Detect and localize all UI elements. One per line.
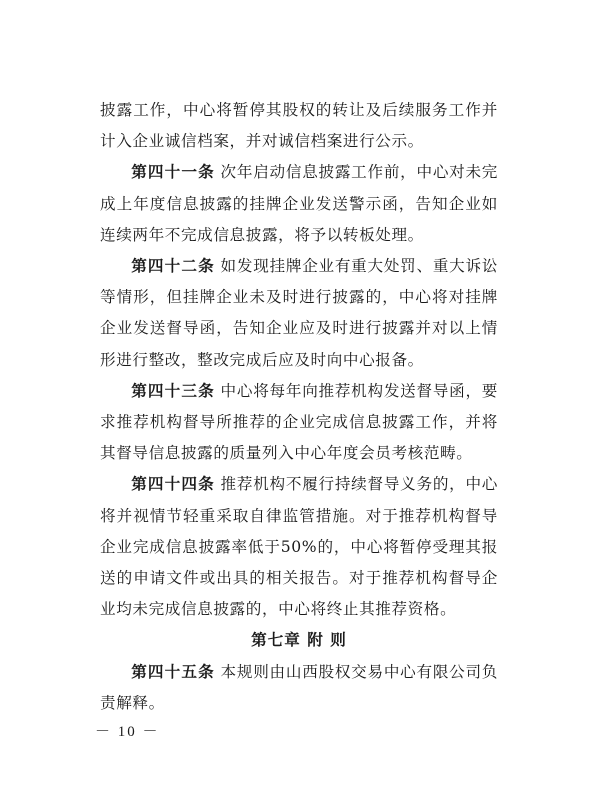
chapter-heading: 第七章 附 则 bbox=[251, 631, 347, 650]
article-text: 如发现挂牌企业有重大处罚、重大诉讼等情形，但挂牌企业未及时进行披露的，中心将对挂牌企业发送督导函，告知企业应及时进行披露并对以上情形进行整改，整改完成后应及时向中心报备。 bbox=[100, 257, 498, 369]
article-text: 本规则由山西股权交易中心有限公司负责解释。 bbox=[100, 662, 498, 712]
article-text: 推荐机构不履行持续督导义务的，中心将并视情节轻重采取自律监管措施。对于推荐机构督导企业完成信息披露率低于50%的，中心将暂停受理其报送的申请文件或出具的相关报告。对于推荐机构督导企业均未完成信息披露的，中心将终止其推荐资格。 bbox=[100, 475, 498, 619]
article-text: 次年启动信息披露工作前，中心对未完成上年度信息披露的挂牌企业发送警示函，告知企业如连续两年不完成信息披露，将予以转板处理。 bbox=[100, 163, 498, 244]
article-text: 中心将每年向推荐机构发送督导函，要求推荐机构督导所推荐的企业完成信息披露工作，并将其督导信息披露的质量列入中心年度会员考核范畴。 bbox=[100, 381, 498, 463]
article-label: 第四十一条 bbox=[131, 163, 215, 182]
article-45 bbox=[100, 657, 498, 719]
article-label: 第四十二条 bbox=[131, 257, 215, 276]
article-43 bbox=[100, 376, 498, 470]
article-44 bbox=[100, 469, 498, 625]
article-42 bbox=[100, 251, 498, 376]
page-number: － 10 － bbox=[95, 724, 160, 740]
article-label: 第四十四条 bbox=[131, 475, 215, 494]
body-text bbox=[100, 95, 498, 719]
paragraph-text: 披露工作，中心将暂停其股权的转让及后续服务工作并计入企业诚信档案，并对诚信档案进行公示。 bbox=[100, 101, 498, 151]
article-41 bbox=[100, 157, 498, 251]
paragraph-continuation bbox=[100, 95, 498, 157]
article-label: 第四十三条 bbox=[131, 381, 215, 400]
article-label: 第四十五条 bbox=[131, 662, 215, 681]
